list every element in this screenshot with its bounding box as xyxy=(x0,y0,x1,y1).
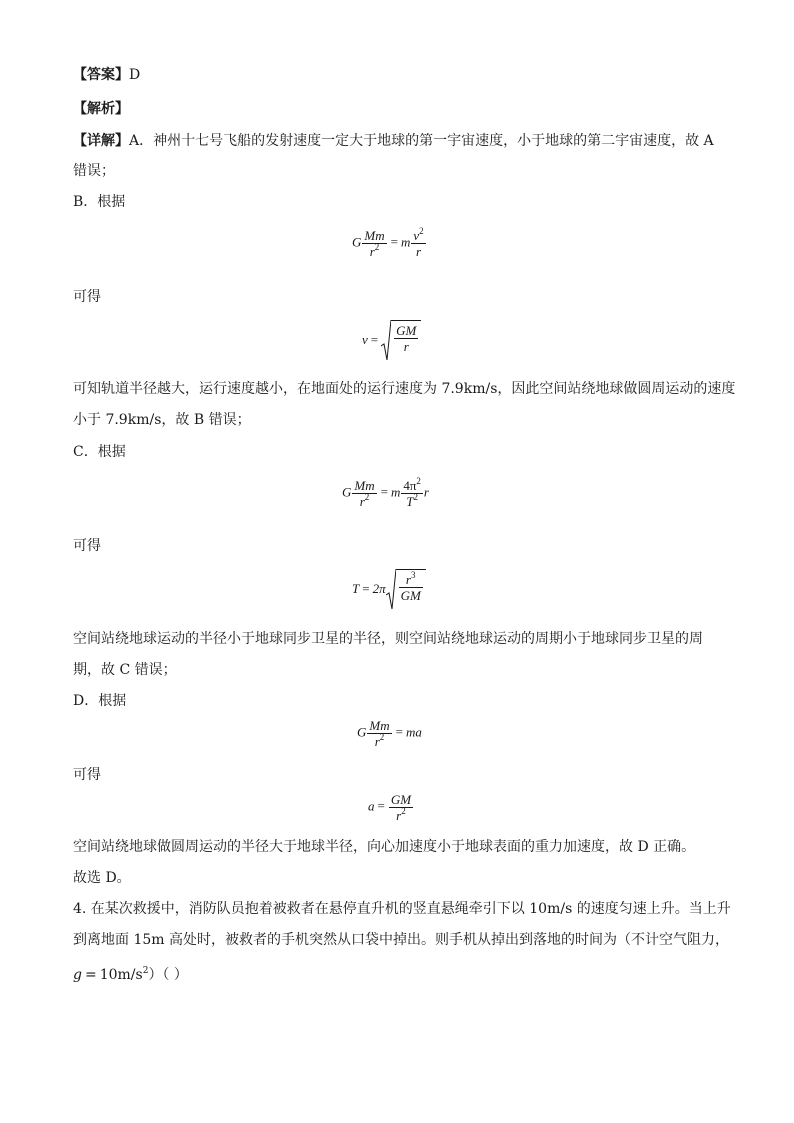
detail-a-line1 xyxy=(73,132,714,150)
question-4-line1: 4. 在某次救援中，消防队员抱着被救者在悬停直升机的竖直悬绳牵引下以 10m/s 的速度匀速上升。当上升 xyxy=(73,901,731,917)
option-d-heading: D．根据 xyxy=(73,693,127,709)
option-b-text1: 可知轨道半径越大，运行速度越小，在地面处的运行速度为 7.9km/s，因此空间站绕地球做圆周运动的速度 xyxy=(73,381,736,397)
option-d-text1: 空间站绕地球做圆周运动的半径大于地球半径，向心加速度小于地球表面的重力加速度，故 D 正确。 xyxy=(73,839,696,855)
equation-b-velocity: v = $\frac{GM}{r}$ xyxy=(362,320,421,362)
equation-d-gravity: G $\frac{Mm}{r^2}$ = ma xyxy=(357,718,422,749)
option-b-text2: 小于 7.9km/s，故 B 错误； xyxy=(73,412,251,428)
eq-b1-G: G xyxy=(352,234,362,250)
eq-b1-frac-left: $\frac{Mm}{r^2}$ xyxy=(364,228,385,259)
answer-label: 【答案】 xyxy=(73,67,129,83)
option-c-text2: 期，故 C 错误； xyxy=(73,662,177,678)
equation-b-gravity: G $\frac{Mm}{r^2}$ = m $\frac{v^2}{r}$ xyxy=(352,226,424,259)
option-b-result-label: 可得 xyxy=(73,289,101,305)
answer-value: D xyxy=(129,67,141,83)
analysis-heading: 【解析】 xyxy=(73,101,129,117)
sqrt-symbol: $\frac{r^3}{GM}$ xyxy=(386,569,426,611)
equation-d-acceleration: a = $\frac{GM}{r^2}$ xyxy=(368,792,412,823)
detail-label: 【详解】 xyxy=(73,133,129,149)
option-d-result-label: 可得 xyxy=(73,767,101,783)
question-4-line2: 到离地面 15m 高处时，被救者的手机突然从口袋中掉出。则手机从掉出到落地的时间为（不计空气阻力， xyxy=(73,932,729,948)
option-c-result-label: 可得 xyxy=(73,538,101,554)
option-b-heading: B．根据 xyxy=(73,194,126,210)
sqrt-symbol: $\frac{GM}{r}$ xyxy=(381,320,421,362)
question-4-line3: $g = 10m/s^2$）（ ） xyxy=(73,966,188,983)
option-c-heading: C．根据 xyxy=(73,444,126,460)
answer-line xyxy=(73,66,140,84)
conclusion-line: 故选 D。 xyxy=(73,870,131,886)
option-a-text: A．神州十七号飞船的发射速度一定大于地球的第一宇宙速度，小于地球的第二宇宙速度，故 A xyxy=(129,133,714,149)
equation-c-gravity: G $\frac{Mm}{r^2}$ = m $\frac{4\pi^2}{T^2}$ r xyxy=(342,476,429,509)
option-c-text1: 空间站绕地球运动的半径小于地球同步卫星的半径，则空间站绕地球运动的周期小于地球同步卫星的周 xyxy=(73,631,703,647)
detail-a-line2: 错误； xyxy=(73,163,115,179)
equation-c-period: T = 2π $\frac{r^3}{GM}$ xyxy=(352,569,426,611)
eq-b1-frac-right: $\frac{v^2}{r}$ xyxy=(413,226,424,259)
